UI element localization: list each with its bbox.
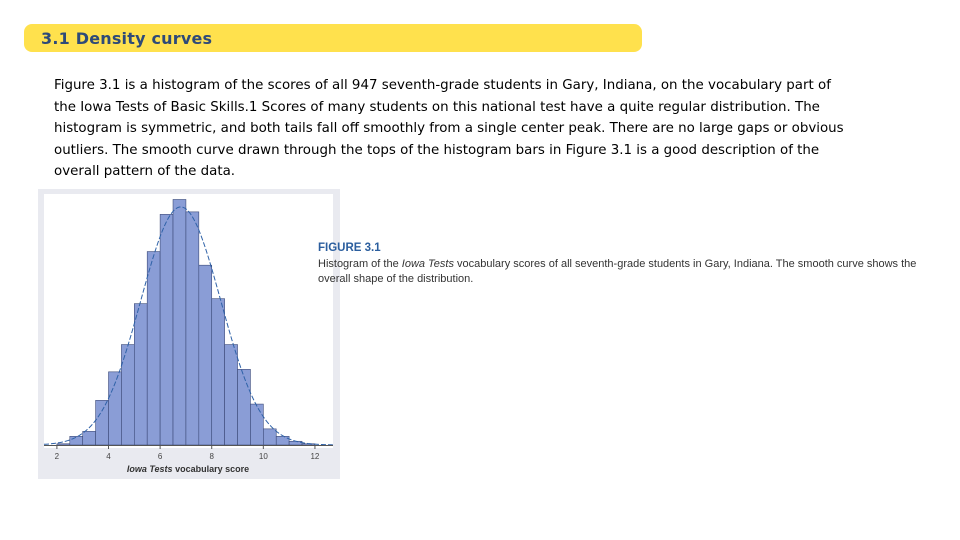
histogram-bar [57, 444, 70, 445]
slide-title: 3.1 Density curves [41, 28, 213, 48]
histogram-bar [250, 404, 263, 445]
x-tick-label: 8 [209, 452, 214, 461]
histogram-bar [173, 199, 186, 445]
x-tick-label: 12 [310, 452, 320, 461]
caption-text-end: vocabulary scores of all seventh-grade students in Gary, Indiana. The smooth curve shows the overall shape of the distribution. [318, 258, 917, 285]
x-axis-label: Iowa Tests vocabulary score [126, 464, 250, 474]
title-bar [24, 24, 642, 52]
histogram-chart [38, 189, 340, 479]
histogram-bar [212, 299, 225, 445]
histogram-bar [96, 400, 109, 445]
x-tick-label: 4 [106, 452, 111, 461]
histogram-bar [70, 436, 83, 445]
histogram-bar [186, 212, 199, 445]
histogram-bar [160, 214, 173, 445]
figure-caption [318, 242, 948, 286]
figure-label: FIGURE 3.1 [318, 242, 381, 254]
caption-text [318, 257, 948, 286]
histogram-bar [83, 431, 96, 445]
histogram-figure [38, 189, 340, 479]
histogram-bar [238, 369, 251, 445]
caption-text-italic: Iowa Tests [401, 258, 454, 270]
x-tick-label: 10 [258, 452, 268, 461]
histogram-bar [147, 252, 160, 445]
histogram-bar [225, 345, 238, 445]
histogram-bar [134, 304, 147, 445]
caption-text-start: Histogram of the [318, 258, 402, 270]
histogram-bar [199, 265, 212, 445]
histogram-bar [263, 429, 276, 445]
x-tick-label: 6 [157, 452, 163, 461]
body-paragraph: Figure 3.1 is a histogram of the scores of all 947 seventh-grade students in Gary, Indiana, on the vocabulary part of the Iowa Tests of Basic Skills.1 Scores of many students on this national test have a quite regular distribution. The histogram is symmetric, and both tails fall off smoothly from a single center peak. There are no large gaps or obvious outliers. The smooth curve drawn through the tops of the histogram bars in Figure 3.1 is a good description of the overall pattern of the data. [54, 78, 844, 180]
histogram-bar [289, 441, 302, 445]
x-tick-label: 2 [54, 452, 60, 461]
